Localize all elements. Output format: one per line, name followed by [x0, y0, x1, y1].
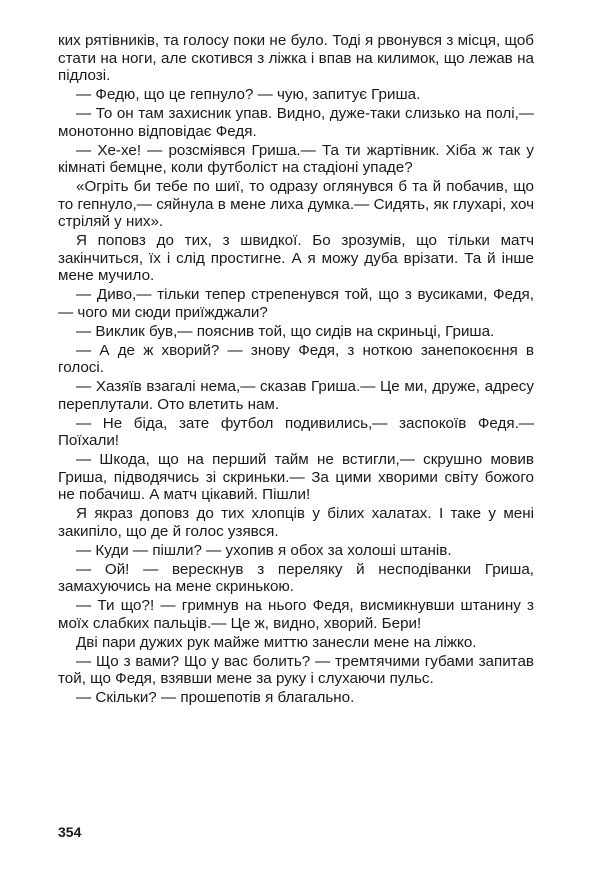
paragraph: Дві пари дужих рук майже миттю занесли мене на ліжко.: [76, 633, 477, 651]
paragraph: — Диво,— тільки тепер стрепенувся той, що з вусиками, Федя,— чого ми сюди приїжджали?: [58, 286, 534, 321]
paragraph: Я якраз доповз до тих хлопців у білих халатах. І таке у мені закипіло, що де й голос узявся.: [58, 505, 534, 540]
paragraph: — Хазяїв взагалі нема,— сказав Гриша.— Це ми, друже, адресу переплутали. Ото влетить нам.: [58, 378, 534, 413]
paragraph: — А де ж хворий? — знову Федя, з ноткою занепокоєння в голосі.: [58, 341, 534, 376]
paragraph: «Огріть би тебе по шиї, то одразу оглянувся б та й побачив, що то гепнуло,— сяйнула в мене лиха думка.— Сидять, як глухарі, хоч стріляй у них».: [58, 178, 534, 230]
paragraph: ких рятівників, та голосу поки не було. Тоді я рвонувся з місця, щоб стати на ноги, але скотився з ліжка і впав на килимок, що лежав на підлозі.: [58, 32, 534, 84]
paragraph: — Що з вами? Що у вас болить? — тремтячими губами запитав той, що Федя, взявши мене за руку і слухаючи пульс.: [58, 652, 534, 687]
page-number: 354: [58, 824, 82, 840]
paragraph: — Скільки? — прошепотів я благально.: [76, 689, 355, 706]
paragraph: — Ти що?! — гримнув на нього Федя, висмикнувши штанину з моїх слабких пальців.— Це ж, видно, хворий. Бери!: [58, 597, 534, 632]
paragraph: — Куди — пішли? — ухопив я обох за холоші штанів.: [76, 541, 452, 559]
paragraph: — Не біда, зате футбол подивились,— заспокоїв Федя.— Поїхали!: [58, 414, 534, 449]
paragraph: — Виклик був,— пояснив той, що сидів на скриньці, Гриша.: [76, 322, 495, 340]
paragraph: — Федю, що це гепнуло? — чую, запитує Гриша.: [76, 86, 421, 103]
paragraph: Я поповз до тих, з швидкої. Бо зрозумів, що тільки матч закінчиться, їх і слід простигне. А я можу дуба врізати. Та й інше мене мучило.: [58, 232, 534, 284]
paragraph: — То он там захисник упав. Видно, дуже-таки слизько на полі,— монотонно відповідає Федя.: [58, 105, 534, 140]
body-text: [58, 32, 534, 708]
paragraph: — Ой! — верескнув з переляку й несподіванки Гриша, замахуючись на мене скринькою.: [58, 560, 534, 595]
paragraph: — Хе-хе! — розсміявся Гриша.— Та ти жартівник. Хіба ж так у кімнаті бемцне, коли футболіст на стадіоні упаде?: [58, 141, 534, 176]
paragraph: — Шкода, що на перший тайм не встигли,— скрушно мовив Гриша, підводячись зі скриньки.— За цими хворими світу божого не побачиш. А матч цікавий. Пішли!: [58, 451, 534, 503]
